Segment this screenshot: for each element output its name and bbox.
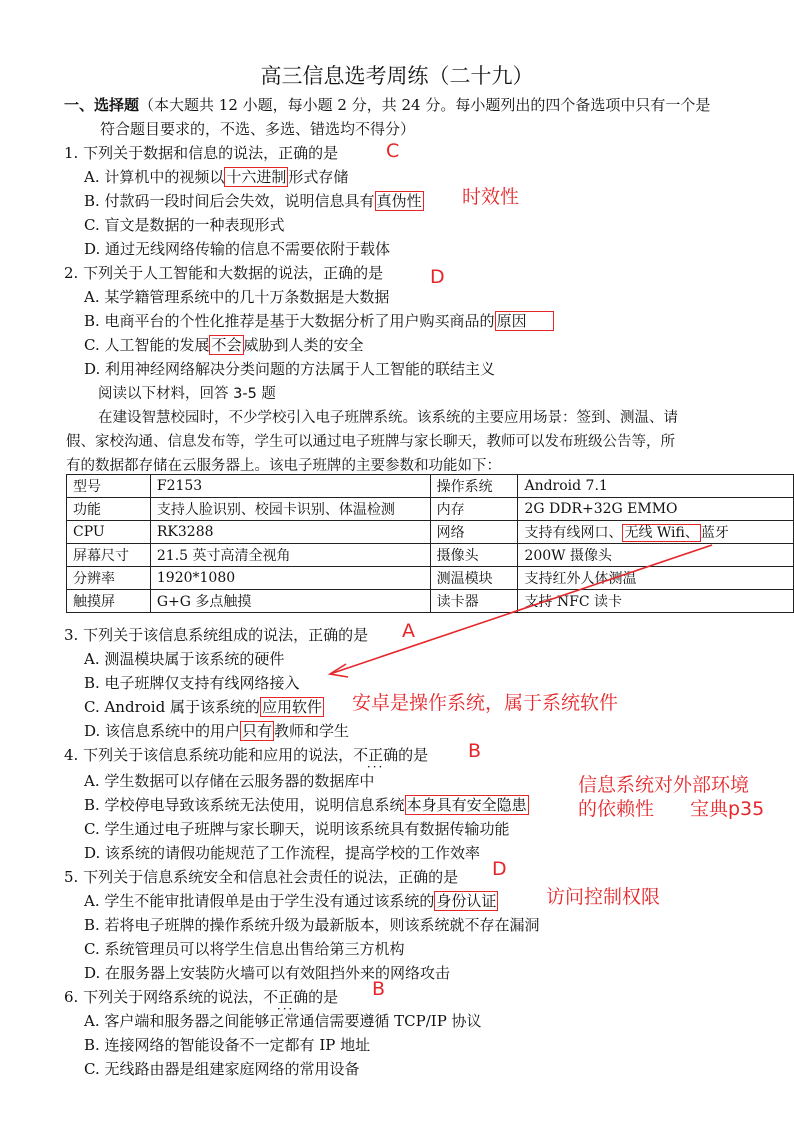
- q1-a-text-end: 形式存储: [288, 168, 349, 186]
- q6-stem-end: 的是: [308, 988, 339, 1006]
- q3-d-highlight: 只有: [242, 722, 273, 740]
- q5-annotation: 访问控制权限: [546, 886, 661, 908]
- table-cell: 触摸屏: [67, 590, 151, 613]
- q3-d-text-end: 教师和学生: [274, 722, 350, 740]
- q5-option-c: C. 系统管理员可以将学生信息出售给第三方机构: [84, 940, 405, 958]
- q2-answer: D: [430, 266, 445, 288]
- q6-answer: B: [372, 978, 386, 1000]
- q1-stem: 1. 下列关于数据和信息的说法，正确的是: [64, 144, 339, 162]
- table-cell: 2G DDR+32G EMMO: [518, 498, 794, 521]
- table-cell: Android 7.1: [518, 475, 794, 498]
- q3-option-a: A. 测温模块属于该系统的硬件: [84, 650, 285, 668]
- q2-option-a: A. 某学籍管理系统中的几十万条数据是大数据: [84, 288, 390, 306]
- q4-annotation-2: 的依赖性: [578, 798, 655, 820]
- q2-b-highlight: 原因: [495, 311, 554, 331]
- q4-annotation-1: 信息系统对外部环境: [578, 774, 750, 796]
- table-cell: 屏幕尺寸: [67, 544, 151, 567]
- network-wifi-highlight: 无线 Wifi、: [624, 525, 699, 541]
- q1-b-text: B. 付款码一段时间后会失效，说明信息具有: [84, 192, 375, 210]
- q5-a-text: A. 学生不能审批请假单是由于学生没有通过该系统的: [84, 892, 435, 910]
- q4-stem-end: 的是: [398, 746, 429, 764]
- q4-option-c: C. 学生通过电子班牌与家长聊天，说明该系统具有数据传输功能: [84, 820, 510, 838]
- table-cell: 支持 NFC 读卡: [518, 590, 794, 613]
- q3-answer: A: [402, 620, 415, 642]
- q1-a-highlight: 十六进制: [226, 168, 287, 186]
- q5-option-b: B. 若将电子班牌的操作系统升级为最新版本，则该系统就不存在漏洞: [84, 916, 540, 934]
- q6-stem-emphasis: 不正确 ···: [263, 988, 308, 1006]
- q4-b-text: B. 学校停电导致该系统无法使用，说明信息系统: [84, 796, 405, 814]
- section-intro-1: （本大题共 12 小题，每小题 2 分，共 24 分。每小题列出的四个备选项中只有一个是: [139, 96, 711, 114]
- table-cell: RK3288: [150, 521, 430, 544]
- q4-answer: B: [468, 740, 482, 762]
- q3-annotation: 安卓是操作系统，属于系统软件: [352, 692, 619, 714]
- q2-c-text: C. 人工智能的发展: [84, 336, 210, 354]
- table-cell: 功能: [67, 498, 151, 521]
- reading-paragraph-2: 假、家校沟通、信息发布等，学生可以通过电子班牌与家长聊天，教师可以发布班级公告等，所: [66, 434, 675, 450]
- q1-option-d: D. 通过无线网络传输的信息不需要依附于载体: [84, 240, 391, 258]
- q4-b-highlight: 本身具有安全隐患: [406, 796, 527, 814]
- q6-option-c: C. 无线路由器是组建家庭网络的常用设备: [84, 1060, 360, 1078]
- q1-answer: C: [386, 140, 400, 162]
- reading-paragraph-1: 在建设智慧校园时，不少学校引入电子班牌系统。该系统的主要应用场景：签到、测温、请: [98, 410, 678, 426]
- q1-annotation: 时效性: [462, 186, 520, 208]
- q4-option-a: A. 学生数据可以存储在云服务器的数据库中: [84, 772, 375, 790]
- q2-option-d: D. 利用神经网络解决分类问题的方法属于人工智能的联结主义: [84, 360, 496, 378]
- q2-b-text: B. 电商平台的个性化推荐是基于大数据分析了用户购买商品的: [84, 312, 495, 330]
- table-cell: 摄像头: [430, 544, 518, 567]
- q4-stem-text: 4. 下列关于该信息系统功能和应用的说法，: [64, 746, 354, 764]
- table-cell: 读卡器: [430, 590, 518, 613]
- table-cell: 1920*1080: [150, 567, 430, 590]
- section-heading: 一、选择题: [64, 96, 140, 114]
- q3-d-text: D. 该信息系统中的用户: [84, 722, 241, 740]
- table-cell: CPU: [67, 521, 151, 544]
- q2-stem: 2. 下列关于人工智能和大数据的说法，正确的是: [64, 264, 384, 282]
- network-wired: 支持有线网口、: [524, 525, 623, 541]
- q6-stem-text: 6. 下列关于网络系统的说法，: [64, 988, 264, 1006]
- table-cell: F2153: [150, 475, 430, 498]
- table-cell: 支持红外人体测温: [518, 567, 794, 590]
- q4-stem-emphasis: 不正确 ···: [353, 746, 398, 764]
- q5-answer: D: [492, 858, 507, 880]
- table-cell: 操作系统: [430, 475, 518, 498]
- table-cell: 分辨率: [67, 567, 151, 590]
- q2-c-highlight: 不会: [211, 336, 242, 354]
- page-title: 高三信息选考周练（二十九）: [260, 64, 534, 88]
- q3-c-text: C. Android 属于该系统的: [84, 698, 260, 716]
- reading-intro: 阅读以下材料，回答 3-5 题: [98, 386, 276, 402]
- q5-option-d: D. 在服务器上安装防火墙可以有效阻挡外来的网络攻击: [84, 964, 451, 982]
- q1-b-highlight: 真伪性: [376, 192, 422, 210]
- q3-c-highlight: 应用软件: [261, 698, 322, 716]
- network-bluetooth: 蓝牙: [700, 525, 729, 541]
- table-cell: 支持人脸识别、校园卡识别、体温检测: [150, 498, 430, 521]
- q1-a-text: A. 计算机中的视频以: [84, 168, 225, 186]
- table-cell: 网络: [430, 521, 518, 544]
- table-cell: 型号: [67, 475, 151, 498]
- table-cell: 21.5 英寸高清全视角: [150, 544, 430, 567]
- q6-option-b: B. 连接网络的智能设备不一定都有 IP 地址: [84, 1036, 371, 1054]
- table-cell: 测温模块: [430, 567, 518, 590]
- q5-a-highlight: 身份认证: [436, 892, 497, 910]
- q2-c-text-end: 威胁到人类的安全: [243, 336, 364, 354]
- q3-option-b: B. 电子班牌仅支持有线网络接入: [84, 674, 300, 692]
- section-intro-2: 符合题目要求的，不选、多选、错选均不得分）: [100, 120, 416, 138]
- q3-stem: 3. 下列关于该信息系统组成的说法，正确的是: [64, 626, 369, 644]
- table-cell: 内存: [430, 498, 518, 521]
- arrow-line: [330, 545, 712, 674]
- q4-option-d: D. 该系统的请假功能规范了工作流程，提高学校的工作效率: [84, 844, 481, 862]
- table-cell: G+G 多点触摸: [150, 590, 430, 613]
- reading-paragraph-3: 有的数据都存储在云服务器上。该电子班牌的主要参数和功能如下：: [66, 458, 501, 474]
- q4-annotation-3: 宝典p35: [690, 798, 765, 820]
- table-cell: 200W 摄像头: [518, 544, 794, 567]
- q1-option-c: C. 盲文是数据的一种表现形式: [84, 216, 285, 234]
- q5-stem: 5. 下列关于信息系统安全和信息社会责任的说法，正确的是: [64, 868, 459, 886]
- q6-option-a: A. 客户端和服务器之间能够正常通信需要遵循 TCP/IP 协议: [84, 1012, 482, 1030]
